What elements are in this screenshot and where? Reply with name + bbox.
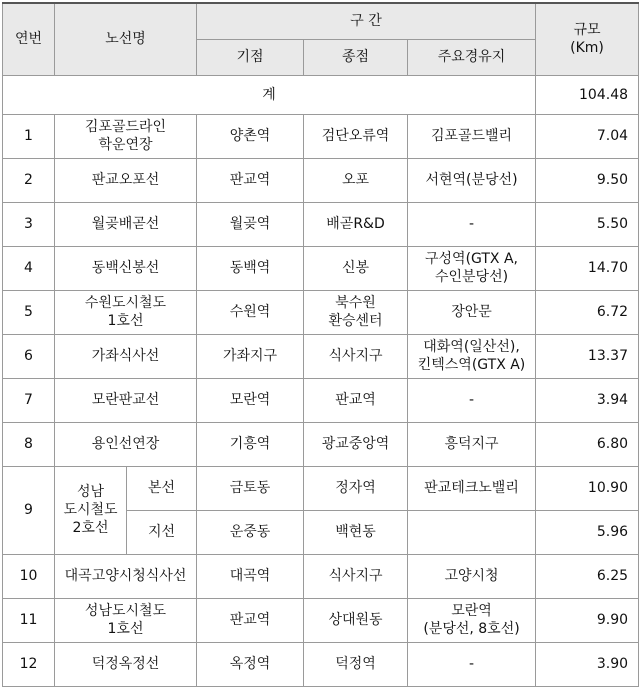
total-value: 104.48 [536, 75, 639, 114]
row-line-name: 동백신봉선 [55, 246, 197, 290]
railway-lines-table [2, 2, 639, 687]
row-km: 3.90 [536, 642, 639, 686]
row-no: 10 [3, 554, 55, 598]
row-start: 월곶역 [197, 202, 304, 246]
row-km: 9.50 [536, 158, 639, 202]
row-via: 김포골드밸리 [408, 114, 536, 158]
row-line-name: 성남 도시철도 2호선 [55, 466, 127, 554]
row-start: 기흥역 [197, 422, 304, 466]
table-row [3, 422, 639, 466]
row-via: 구성역(GTX A, 수인분당선) [408, 246, 536, 290]
table-row [3, 598, 639, 642]
table-row [3, 158, 639, 202]
row-end: 북수원 환승센터 [304, 290, 408, 334]
table-row [3, 334, 639, 378]
row-end: 식사지구 [304, 334, 408, 378]
row-km: 13.37 [536, 334, 639, 378]
table-row [3, 114, 639, 158]
row-end: 판교역 [304, 378, 408, 422]
row-no: 12 [3, 642, 55, 686]
row-via: 흥덕지구 [408, 422, 536, 466]
row-no: 6 [3, 334, 55, 378]
row-start: 옥정역 [197, 642, 304, 686]
row-km: 9.90 [536, 598, 639, 642]
row-via: 판교테크노밸리 [408, 466, 536, 510]
row-line-name: 수원도시철도 1호선 [55, 290, 197, 334]
row-start: 판교역 [197, 598, 304, 642]
row-no: 8 [3, 422, 55, 466]
row-via: 대화역(일산선), 킨텍스역(GTX A) [408, 334, 536, 378]
row-km: 10.90 [536, 466, 639, 510]
row-end: 검단오류역 [304, 114, 408, 158]
row-line-name: 대곡고양시청식사선 [55, 554, 197, 598]
row-via: 모란역 (분당선, 8호선) [408, 598, 536, 642]
row-no: 11 [3, 598, 55, 642]
row-line-name: 판교오포선 [55, 158, 197, 202]
table-row [3, 290, 639, 334]
row-start: 양촌역 [197, 114, 304, 158]
row-sub-name: 본선 [127, 466, 197, 510]
row-end: 정자역 [304, 466, 408, 510]
row-line-name: 성남도시철도 1호선 [55, 598, 197, 642]
row-km: 6.80 [536, 422, 639, 466]
row-end: 덕정역 [304, 642, 408, 686]
row-via: - [408, 202, 536, 246]
row-km: 7.04 [536, 114, 639, 158]
header-via: 주요경유지 [408, 39, 536, 75]
table-row [3, 378, 639, 422]
total-label: 계 [3, 75, 536, 114]
row-end: 광교중앙역 [304, 422, 408, 466]
row-via [408, 510, 536, 554]
row-start: 운중동 [197, 510, 304, 554]
row-end: 오포 [304, 158, 408, 202]
table-row [3, 246, 639, 290]
row-line-name: 용인선연장 [55, 422, 197, 466]
row-start: 동백역 [197, 246, 304, 290]
header-scale: 규모 (Km) [536, 3, 639, 75]
row-via: - [408, 642, 536, 686]
row-no: 2 [3, 158, 55, 202]
row-line-name: 월곶배곧선 [55, 202, 197, 246]
row-end: 신봉 [304, 246, 408, 290]
row-sub-name: 지선 [127, 510, 197, 554]
table-row [3, 554, 639, 598]
header-section: 구 간 [197, 3, 536, 39]
row-start: 대곡역 [197, 554, 304, 598]
header-no: 연번 [3, 3, 55, 75]
row-via: 장안문 [408, 290, 536, 334]
row-via: 서현역(분당선) [408, 158, 536, 202]
row-start: 금토동 [197, 466, 304, 510]
row-end: 상대원동 [304, 598, 408, 642]
row-start: 가좌지구 [197, 334, 304, 378]
header-start: 기점 [197, 39, 304, 75]
row-km: 3.94 [536, 378, 639, 422]
row-line-name: 가좌식사선 [55, 334, 197, 378]
row-line-name: 모란판교선 [55, 378, 197, 422]
row-end: 배곧R&D [304, 202, 408, 246]
row-no: 3 [3, 202, 55, 246]
row-line-name: 김포골드라인 학운연장 [55, 114, 197, 158]
row-line-name: 덕정옥정선 [55, 642, 197, 686]
row-no: 9 [3, 466, 55, 554]
total-row [3, 75, 639, 114]
row-via: - [408, 378, 536, 422]
row-start: 판교역 [197, 158, 304, 202]
row-end: 식사지구 [304, 554, 408, 598]
header-line-name: 노선명 [55, 3, 197, 75]
row-km: 6.72 [536, 290, 639, 334]
row-no: 4 [3, 246, 55, 290]
row-km: 6.25 [536, 554, 639, 598]
row-km: 5.50 [536, 202, 639, 246]
row-no: 1 [3, 114, 55, 158]
row-via: 고양시청 [408, 554, 536, 598]
row-start: 수원역 [197, 290, 304, 334]
table-row [3, 466, 639, 510]
row-no: 7 [3, 378, 55, 422]
table-row [3, 202, 639, 246]
row-start: 모란역 [197, 378, 304, 422]
row-km: 14.70 [536, 246, 639, 290]
table-row [3, 642, 639, 686]
row-km: 5.96 [536, 510, 639, 554]
row-no: 5 [3, 290, 55, 334]
row-end: 백현동 [304, 510, 408, 554]
header-end: 종점 [304, 39, 408, 75]
